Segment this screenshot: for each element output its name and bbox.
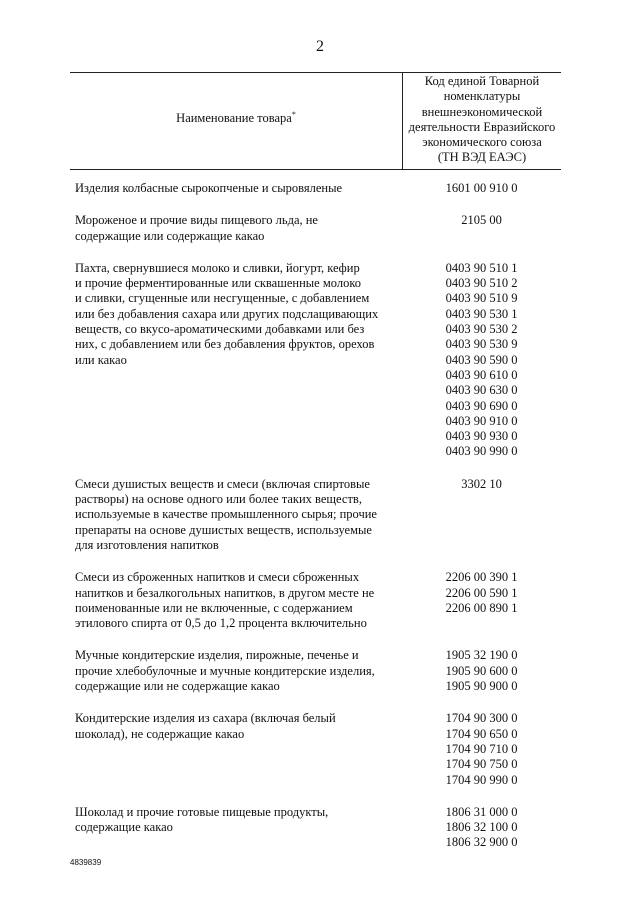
tn-ved-code: 1704 90 750 0 xyxy=(445,757,518,772)
page-number: 2 xyxy=(316,38,324,55)
tn-ved-code: 0403 90 510 2 xyxy=(445,276,518,291)
product-name-line: и прочие ферментированные или сквашенные молоко xyxy=(75,276,362,291)
tn-ved-code: 1806 32 900 0 xyxy=(445,835,518,850)
table-row xyxy=(75,711,561,787)
tn-ved-code: 2105 00 xyxy=(461,213,502,228)
product-name-line: содержащие или не содержащие какао xyxy=(75,679,280,694)
tn-ved-code: 0403 90 590 0 xyxy=(445,352,518,367)
tn-ved-code: 0403 90 690 0 xyxy=(445,398,518,413)
tn-ved-code-cell xyxy=(402,711,561,787)
tn-ved-code: 1704 90 710 0 xyxy=(445,741,518,756)
product-name-line: шоколад), не содержащие какао xyxy=(75,726,245,741)
product-name-cell xyxy=(75,805,402,851)
document-id: 4839839 xyxy=(70,858,102,867)
column-header-code-line: (ТН ВЭД ЕАЭС) xyxy=(437,150,527,165)
product-name-cell xyxy=(75,213,402,244)
product-name-line: или без добавления сахара или других подслащивающих xyxy=(75,306,379,321)
table-row xyxy=(75,648,561,694)
product-name-line: или какао xyxy=(75,352,127,367)
table-top-rule xyxy=(70,72,561,73)
product-name-line: веществ, со вкусо-ароматическими добавками или без xyxy=(75,322,365,337)
product-name-line: используемые в качестве промышленного сырья; прочие xyxy=(75,507,377,522)
product-name-line: прочие хлебобулочные и мучные кондитерские изделия, xyxy=(75,663,375,678)
tn-ved-code: 1806 32 100 0 xyxy=(445,820,518,835)
tn-ved-code: 2206 00 390 1 xyxy=(445,570,518,585)
tn-ved-code: 0403 90 610 0 xyxy=(445,367,518,382)
product-name-cell xyxy=(75,261,402,460)
tn-ved-code: 0403 90 510 9 xyxy=(445,291,518,306)
product-name-line: Мучные кондитерские изделия, пирожные, печенье и xyxy=(75,648,359,663)
footnote-mark: * xyxy=(291,110,296,119)
tn-ved-code-cell xyxy=(402,181,561,196)
product-name-line: и сливки, сгущенные или несгущенные, с добавлением xyxy=(75,291,370,306)
product-name-cell xyxy=(75,570,402,631)
tn-ved-code-cell xyxy=(402,805,561,851)
product-name-line: Пахта, свернувшиеся молоко и сливки, йогурт, кефир xyxy=(75,260,360,275)
table-row xyxy=(75,477,561,553)
header-bottom-rule xyxy=(70,169,561,170)
product-name-line: Изделия колбасные сырокопченые и сыровяленые xyxy=(75,181,343,195)
table-row xyxy=(75,805,561,851)
tn-ved-code-cell xyxy=(402,570,561,631)
tn-ved-code: 0403 90 510 1 xyxy=(445,260,518,275)
product-name-cell xyxy=(75,181,402,196)
tn-ved-code: 1704 90 990 0 xyxy=(445,772,518,787)
product-name-line: для изготовления напитков xyxy=(75,537,219,552)
tn-ved-code: 1905 90 600 0 xyxy=(445,663,518,678)
tn-ved-code: 0403 90 910 0 xyxy=(445,413,518,428)
product-name-line: препараты на основе душистых веществ, используемые xyxy=(75,522,372,537)
product-name-line: этилового спирта от 0,5 до 1,2 процента включительно xyxy=(75,616,367,631)
column-header-code-line: номенклатуры xyxy=(443,89,521,104)
tn-ved-code: 0403 90 630 0 xyxy=(445,383,518,398)
product-name-line: них, с добавлением или без добавления фруктов, орехов xyxy=(75,337,375,352)
column-header-code xyxy=(403,74,561,166)
column-header-code-line: экономического союза xyxy=(422,135,542,150)
tn-ved-code: 1905 32 190 0 xyxy=(445,648,518,663)
column-header-product-name xyxy=(70,110,402,126)
tn-ved-code-cell xyxy=(402,213,561,244)
column-header-code-line: Код единой Товарной xyxy=(424,74,540,88)
product-name-line: содержащие какао xyxy=(75,820,173,835)
tn-ved-code: 0403 90 530 9 xyxy=(445,337,518,352)
table-row xyxy=(75,181,561,196)
product-name-line: Шоколад и прочие готовые пищевые продукты, xyxy=(75,804,329,819)
tn-ved-code: 0403 90 990 0 xyxy=(445,444,518,459)
table-row xyxy=(75,213,561,244)
tn-ved-code: 2206 00 890 1 xyxy=(445,600,518,615)
product-name-line: растворы) на основе одного или более таких веществ, xyxy=(75,492,362,507)
product-name-cell xyxy=(75,711,402,787)
tn-ved-code: 0403 90 930 0 xyxy=(445,429,518,444)
column-header-code-line: деятельности Евразийского xyxy=(408,119,556,134)
tn-ved-code: 0403 90 530 2 xyxy=(445,322,518,337)
product-name-line: Смеси душистых веществ и смеси (включая спиртовые xyxy=(75,476,370,491)
tn-ved-code: 1806 31 000 0 xyxy=(445,804,518,819)
tn-ved-code: 2206 00 590 1 xyxy=(445,585,518,600)
table-body xyxy=(75,181,561,868)
table-row xyxy=(75,570,561,631)
column-header-code-line: внешнеэкономической xyxy=(421,104,543,119)
tn-ved-code: 1704 90 300 0 xyxy=(445,711,518,726)
product-name-line: Мороженое и прочие виды пищевого льда, не xyxy=(75,213,318,228)
product-name-line: поименованные или не включенные, с содержанием xyxy=(75,600,353,615)
product-name-line: Смеси из сброженных напитков и смеси сброженных xyxy=(75,570,360,585)
column-header-product-name-text: Наименование товара xyxy=(176,111,292,126)
tn-ved-code: 0403 90 530 1 xyxy=(445,306,518,321)
tn-ved-code: 1601 00 910 0 xyxy=(445,181,518,195)
product-name-line: содержащие или содержащие какао xyxy=(75,228,265,243)
product-name-line: Кондитерские изделия из сахара (включая белый xyxy=(75,711,336,726)
product-name-line: напитков и безалкогольных напитков, в другом месте не xyxy=(75,585,375,600)
tn-ved-code-cell xyxy=(402,261,561,460)
tn-ved-code-cell xyxy=(402,648,561,694)
tn-ved-code: 3302 10 xyxy=(461,476,502,491)
table-row xyxy=(75,261,561,460)
tn-ved-code: 1905 90 900 0 xyxy=(445,679,518,694)
product-name-cell xyxy=(75,648,402,694)
tn-ved-code-cell xyxy=(402,477,561,553)
tn-ved-code: 1704 90 650 0 xyxy=(445,726,518,741)
product-name-cell xyxy=(75,477,402,553)
